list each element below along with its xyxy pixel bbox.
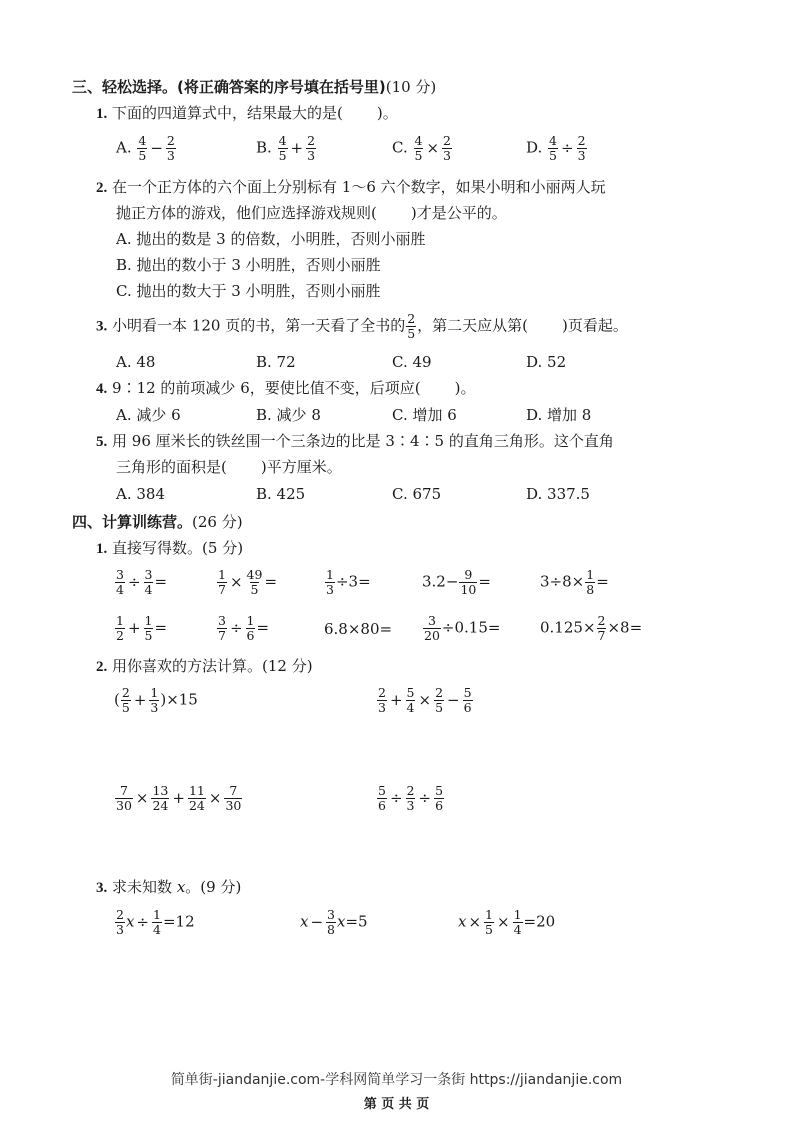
fraction	[151, 784, 169, 813]
q4-option-c[interactable]: C. 增加 6	[392, 406, 457, 424]
q4-text: 9∶12 的前项减少 6，要使比值不变，后项应(	[112, 379, 421, 397]
numerator: 4	[138, 133, 147, 148]
section-3-score: (10 分)	[385, 78, 437, 96]
expression-rest: =5	[345, 912, 368, 931]
denominator: 4	[116, 582, 124, 597]
q5-option-b[interactable]: B. 425	[256, 485, 306, 503]
q2-text: 抛正方体的游戏，他们应选择游戏规则(	[116, 204, 377, 222]
denominator: 8	[586, 582, 595, 597]
numerator: 2	[577, 133, 586, 148]
section-4-title-text: 四、计算训练营。	[72, 513, 193, 531]
calc-expression-4[interactable]	[376, 784, 445, 813]
denominator: 5	[278, 148, 287, 163]
expression-rest: =20	[523, 912, 556, 931]
q5-text: 三角形的面积是(	[116, 458, 227, 476]
q2-option-b[interactable]: B. 抛出的数小于 3 小明胜，否则小丽胜	[116, 256, 381, 274]
oral-calc-5[interactable]	[540, 568, 609, 597]
operator: ×	[135, 788, 149, 807]
numerator: 3	[144, 567, 153, 582]
operator: ÷	[127, 572, 141, 591]
denominator: 5	[250, 582, 259, 597]
denominator: 3	[443, 148, 451, 163]
numerator: 1	[144, 613, 153, 628]
q4-option-b[interactable]: B. 减少 8	[256, 406, 321, 424]
fraction	[459, 568, 477, 597]
fraction	[434, 686, 444, 715]
oral-calc-7[interactable]	[216, 614, 269, 643]
fraction	[325, 568, 335, 597]
fraction	[406, 686, 416, 715]
operator: ÷	[561, 138, 574, 157]
oral-calc-10[interactable]	[540, 614, 642, 643]
q3-text: 小明看一本 120 页的书，第一天看了全书的	[112, 316, 406, 335]
q5-number: 5.	[96, 434, 108, 450]
expression-rest: ÷0.15=	[441, 618, 501, 637]
page-number: 第 页 共 页	[363, 1097, 430, 1112]
expression-rest: )×15	[160, 690, 198, 709]
equals-sign: =	[478, 572, 491, 591]
numerator: 5	[406, 685, 415, 700]
q1-number: 1.	[96, 106, 108, 122]
numerator: 1	[485, 907, 493, 922]
denominator: 4	[513, 922, 522, 937]
fraction	[484, 908, 494, 937]
part-1-title	[96, 541, 243, 557]
numerator: 2	[121, 685, 130, 700]
q4-stem	[96, 381, 475, 397]
part-3-title	[96, 880, 241, 896]
operator: ×	[229, 572, 243, 591]
expression-rest: ÷3=	[335, 572, 371, 591]
denominator: 6	[463, 700, 472, 715]
denominator: 6	[378, 798, 386, 813]
q3-option-c[interactable]: C. 49	[392, 353, 432, 371]
operator: ÷	[136, 912, 149, 931]
section-4-title	[72, 515, 243, 530]
denominator: 3	[326, 582, 334, 597]
expression-rest: ×8=	[607, 618, 643, 637]
numerator: 3	[327, 907, 335, 922]
denominator: 5	[414, 148, 423, 163]
fraction	[585, 568, 595, 597]
operator: −	[447, 690, 460, 709]
q5-option-a[interactable]: A. 384	[116, 485, 165, 503]
equals-sign: =	[256, 618, 270, 637]
numerator: 13	[152, 783, 169, 798]
open-paren: (	[114, 690, 120, 709]
numerator: 3	[427, 613, 436, 628]
fraction	[217, 568, 227, 597]
variable-x: x	[458, 912, 467, 931]
denominator: 5	[144, 628, 153, 643]
operator: ÷	[389, 788, 403, 807]
equation-2[interactable]	[300, 908, 368, 937]
numerator: 1	[586, 567, 595, 582]
q1-option-b[interactable]	[256, 134, 317, 163]
operator: ×	[497, 912, 510, 931]
numerator: 4	[549, 133, 557, 148]
oral-calc-3[interactable]	[324, 568, 371, 597]
numerator: 2	[307, 133, 316, 148]
q1-option-a[interactable]	[116, 134, 177, 163]
q1-stem-text: 下面的四道算式中，结果最大的是(	[112, 104, 343, 122]
fraction	[115, 908, 125, 937]
numerator: 1	[218, 567, 226, 582]
q2-text: 在一个正方体的六个面上分别标有 1～6 六个数字，如果小明和小丽两人玩	[112, 178, 606, 196]
expression-rest: =12	[162, 912, 195, 931]
variable-x: x	[176, 878, 186, 896]
denominator: 24	[188, 798, 205, 813]
equation-3[interactable]	[458, 908, 555, 937]
numerator: 2	[407, 311, 416, 326]
equals-sign: =	[154, 618, 168, 637]
q2-text-end: )才是公平的。	[410, 204, 507, 222]
operator: ×	[426, 138, 440, 157]
denominator: 30	[225, 798, 242, 813]
q3-stem	[96, 312, 628, 341]
variable-x: x	[125, 912, 135, 931]
fraction	[406, 312, 416, 341]
numerator: 1	[150, 685, 159, 700]
oral-calc-1[interactable]	[114, 568, 167, 597]
operator: ÷	[229, 618, 243, 637]
option-label: D.	[526, 138, 543, 157]
fraction	[144, 568, 154, 597]
q2-option-a[interactable]: A. 抛出的数是 3 的倍数，小明胜，否则小丽胜	[116, 230, 426, 248]
denominator: 5	[435, 700, 444, 715]
fraction	[377, 784, 387, 813]
fraction	[246, 614, 256, 643]
denominator: 7	[218, 582, 226, 597]
q2-number: 2.	[96, 180, 108, 196]
numerator: 5	[463, 685, 472, 700]
numerator: 9	[464, 567, 473, 582]
calc-expression-2[interactable]	[376, 686, 474, 715]
numerator: 2	[378, 685, 386, 700]
denominator: 3	[577, 148, 586, 163]
numerator: 1	[116, 613, 124, 628]
denominator: 24	[152, 798, 169, 813]
numerator: 49	[246, 567, 263, 582]
denominator: 4	[406, 700, 415, 715]
operator: ÷	[418, 788, 432, 807]
denominator: 20	[424, 628, 440, 643]
part-2-number: 2.	[96, 659, 108, 675]
equals-sign: =	[596, 572, 609, 591]
equals-sign: =	[154, 572, 168, 591]
watermark-footer: 简单街-jiandanjie.com-学科网简单学习一条街 https://jiandanjie.com	[170, 1072, 623, 1088]
variable-x: x	[337, 912, 346, 931]
q1-stem-end: )。	[376, 104, 398, 122]
fraction	[144, 614, 154, 643]
denominator: 5	[485, 922, 493, 937]
numerator: 2	[166, 133, 175, 148]
operator: +	[389, 690, 403, 709]
fraction	[137, 134, 147, 163]
section-3-title	[72, 80, 436, 95]
expression-prefix: 0.125×	[540, 618, 596, 637]
part-1-number: 1.	[96, 541, 108, 557]
numerator: 2	[116, 907, 124, 922]
operator: +	[172, 788, 185, 807]
denominator: 7	[218, 628, 226, 643]
option-label: B.	[256, 138, 272, 157]
section-3-title-text: 三、轻松选择。(将正确答案的序号填在括号里)	[72, 78, 386, 96]
fraction	[149, 686, 159, 715]
numerator: 3	[116, 567, 124, 582]
part-3-number: 3.	[96, 880, 108, 896]
q4-number: 4.	[96, 381, 108, 397]
numerator: 3	[218, 613, 226, 628]
denominator: 5	[121, 700, 130, 715]
denominator: 5	[138, 148, 147, 163]
oral-calc-8[interactable]: 6.8×80=	[324, 620, 393, 638]
fraction	[423, 614, 441, 643]
denominator: 3	[166, 148, 175, 163]
fraction	[442, 134, 452, 163]
fraction	[597, 614, 607, 643]
fraction	[377, 686, 387, 715]
numerator: 2	[406, 783, 415, 798]
q5-option-d[interactable]: D. 337.5	[526, 485, 590, 503]
q3-option-d[interactable]: D. 52	[526, 353, 567, 371]
denominator: 10	[460, 582, 477, 597]
q3-number: 3.	[96, 318, 108, 335]
part-2-title	[96, 659, 313, 675]
calc-expression-3[interactable]	[114, 784, 243, 813]
q1-option-d[interactable]	[526, 134, 588, 163]
part-3-title-text: 求未知数	[112, 878, 173, 896]
fraction	[278, 134, 288, 163]
denominator: 3	[150, 700, 159, 715]
fraction	[548, 134, 558, 163]
q5-option-c[interactable]: C. 675	[392, 485, 442, 503]
q3-text-end: )页看起。	[562, 316, 628, 335]
numerator: 1	[246, 613, 255, 628]
part-2-title-text: 用你喜欢的方法计算。(12 分)	[112, 657, 313, 675]
q1-option-c[interactable]	[392, 134, 453, 163]
oral-calc-6[interactable]	[114, 614, 167, 643]
denominator: 2	[116, 628, 124, 643]
fraction	[306, 134, 316, 163]
denominator: 5	[549, 148, 557, 163]
oral-calc-4[interactable]	[422, 568, 491, 597]
denominator: 8	[327, 922, 335, 937]
denominator: 6	[435, 798, 444, 813]
numerator: 5	[378, 783, 386, 798]
variable-x: x	[300, 912, 309, 931]
operator: +	[127, 618, 141, 637]
q3-option-b[interactable]: B. 72	[256, 353, 296, 371]
part-3-title-end: 。(9 分)	[185, 878, 242, 896]
fraction	[152, 908, 162, 937]
fraction	[115, 568, 125, 597]
denominator: 3	[378, 700, 386, 715]
section-4-score: (26 分)	[192, 513, 243, 531]
operator: +	[133, 690, 147, 709]
numerator: 2	[443, 133, 451, 148]
q3-text: ，第二天应从第(	[417, 316, 529, 335]
fraction	[463, 686, 473, 715]
q4-text-end: )。	[454, 379, 476, 397]
denominator: 7	[597, 628, 606, 643]
option-label: A.	[116, 138, 132, 157]
fraction	[326, 908, 336, 937]
denominator: 5	[407, 326, 416, 341]
fraction	[188, 784, 206, 813]
numerator: 5	[435, 783, 444, 798]
fraction	[434, 784, 444, 813]
numerator: 7	[119, 783, 128, 798]
q5-text: 用 96 厘米长的铁丝围一个三条边的比是 3∶4∶5 的直角三角形。这个直角	[112, 432, 614, 450]
numerator: 1	[153, 907, 161, 922]
calc-expression-1[interactable]	[114, 686, 198, 715]
equation-1[interactable]	[114, 908, 195, 937]
denominator: 30	[116, 798, 132, 813]
operator: +	[290, 138, 304, 157]
oral-calc-9[interactable]	[422, 614, 500, 643]
numerator: 4	[414, 133, 423, 148]
fraction	[217, 614, 227, 643]
operator: −	[310, 912, 324, 931]
numerator: 7	[229, 783, 238, 798]
numerator: 2	[597, 613, 606, 628]
part-1-title-text: 直接写得数。(5 分)	[112, 539, 244, 557]
operator: ×	[208, 788, 222, 807]
q3-option-a[interactable]: A. 48	[116, 353, 156, 371]
oral-calc-2[interactable]	[216, 568, 277, 597]
fraction	[224, 784, 242, 813]
fraction	[166, 134, 176, 163]
expression-prefix: 3.2−	[422, 572, 459, 591]
denominator: 3	[116, 922, 124, 937]
denominator: 6	[246, 628, 255, 643]
q4-option-a[interactable]: A. 减少 6	[116, 406, 181, 424]
numerator: 11	[188, 783, 205, 798]
denominator: 4	[144, 582, 153, 597]
denominator: 3	[406, 798, 415, 813]
numerator: 1	[326, 567, 334, 582]
denominator: 4	[153, 922, 161, 937]
q5-text-end: )平方厘米。	[260, 458, 342, 476]
operator: −	[150, 138, 163, 157]
operator: ×	[418, 690, 432, 709]
q5-line-1	[96, 434, 614, 450]
numerator: 2	[435, 685, 444, 700]
denominator: 3	[307, 148, 316, 163]
q4-option-d[interactable]: D. 增加 8	[526, 406, 592, 424]
q2-option-c[interactable]: C. 抛出的数大于 3 小明胜，否则小丽胜	[116, 282, 381, 300]
fraction	[115, 784, 133, 813]
expression-prefix: 3÷8×	[540, 572, 585, 591]
q2-line-2	[116, 206, 507, 221]
fraction	[121, 686, 131, 715]
fraction	[513, 908, 523, 937]
q5-line-2	[116, 460, 342, 475]
fraction	[115, 614, 125, 643]
numerator: 4	[278, 133, 287, 148]
fraction	[246, 568, 264, 597]
numerator: 1	[513, 907, 522, 922]
q2-line-1	[96, 180, 606, 196]
q1-stem	[96, 106, 398, 122]
fraction	[414, 134, 424, 163]
option-label: C.	[392, 138, 408, 157]
fraction	[577, 134, 587, 163]
operator: ×	[468, 912, 482, 931]
fraction	[406, 784, 416, 813]
equals-sign: =	[264, 572, 278, 591]
